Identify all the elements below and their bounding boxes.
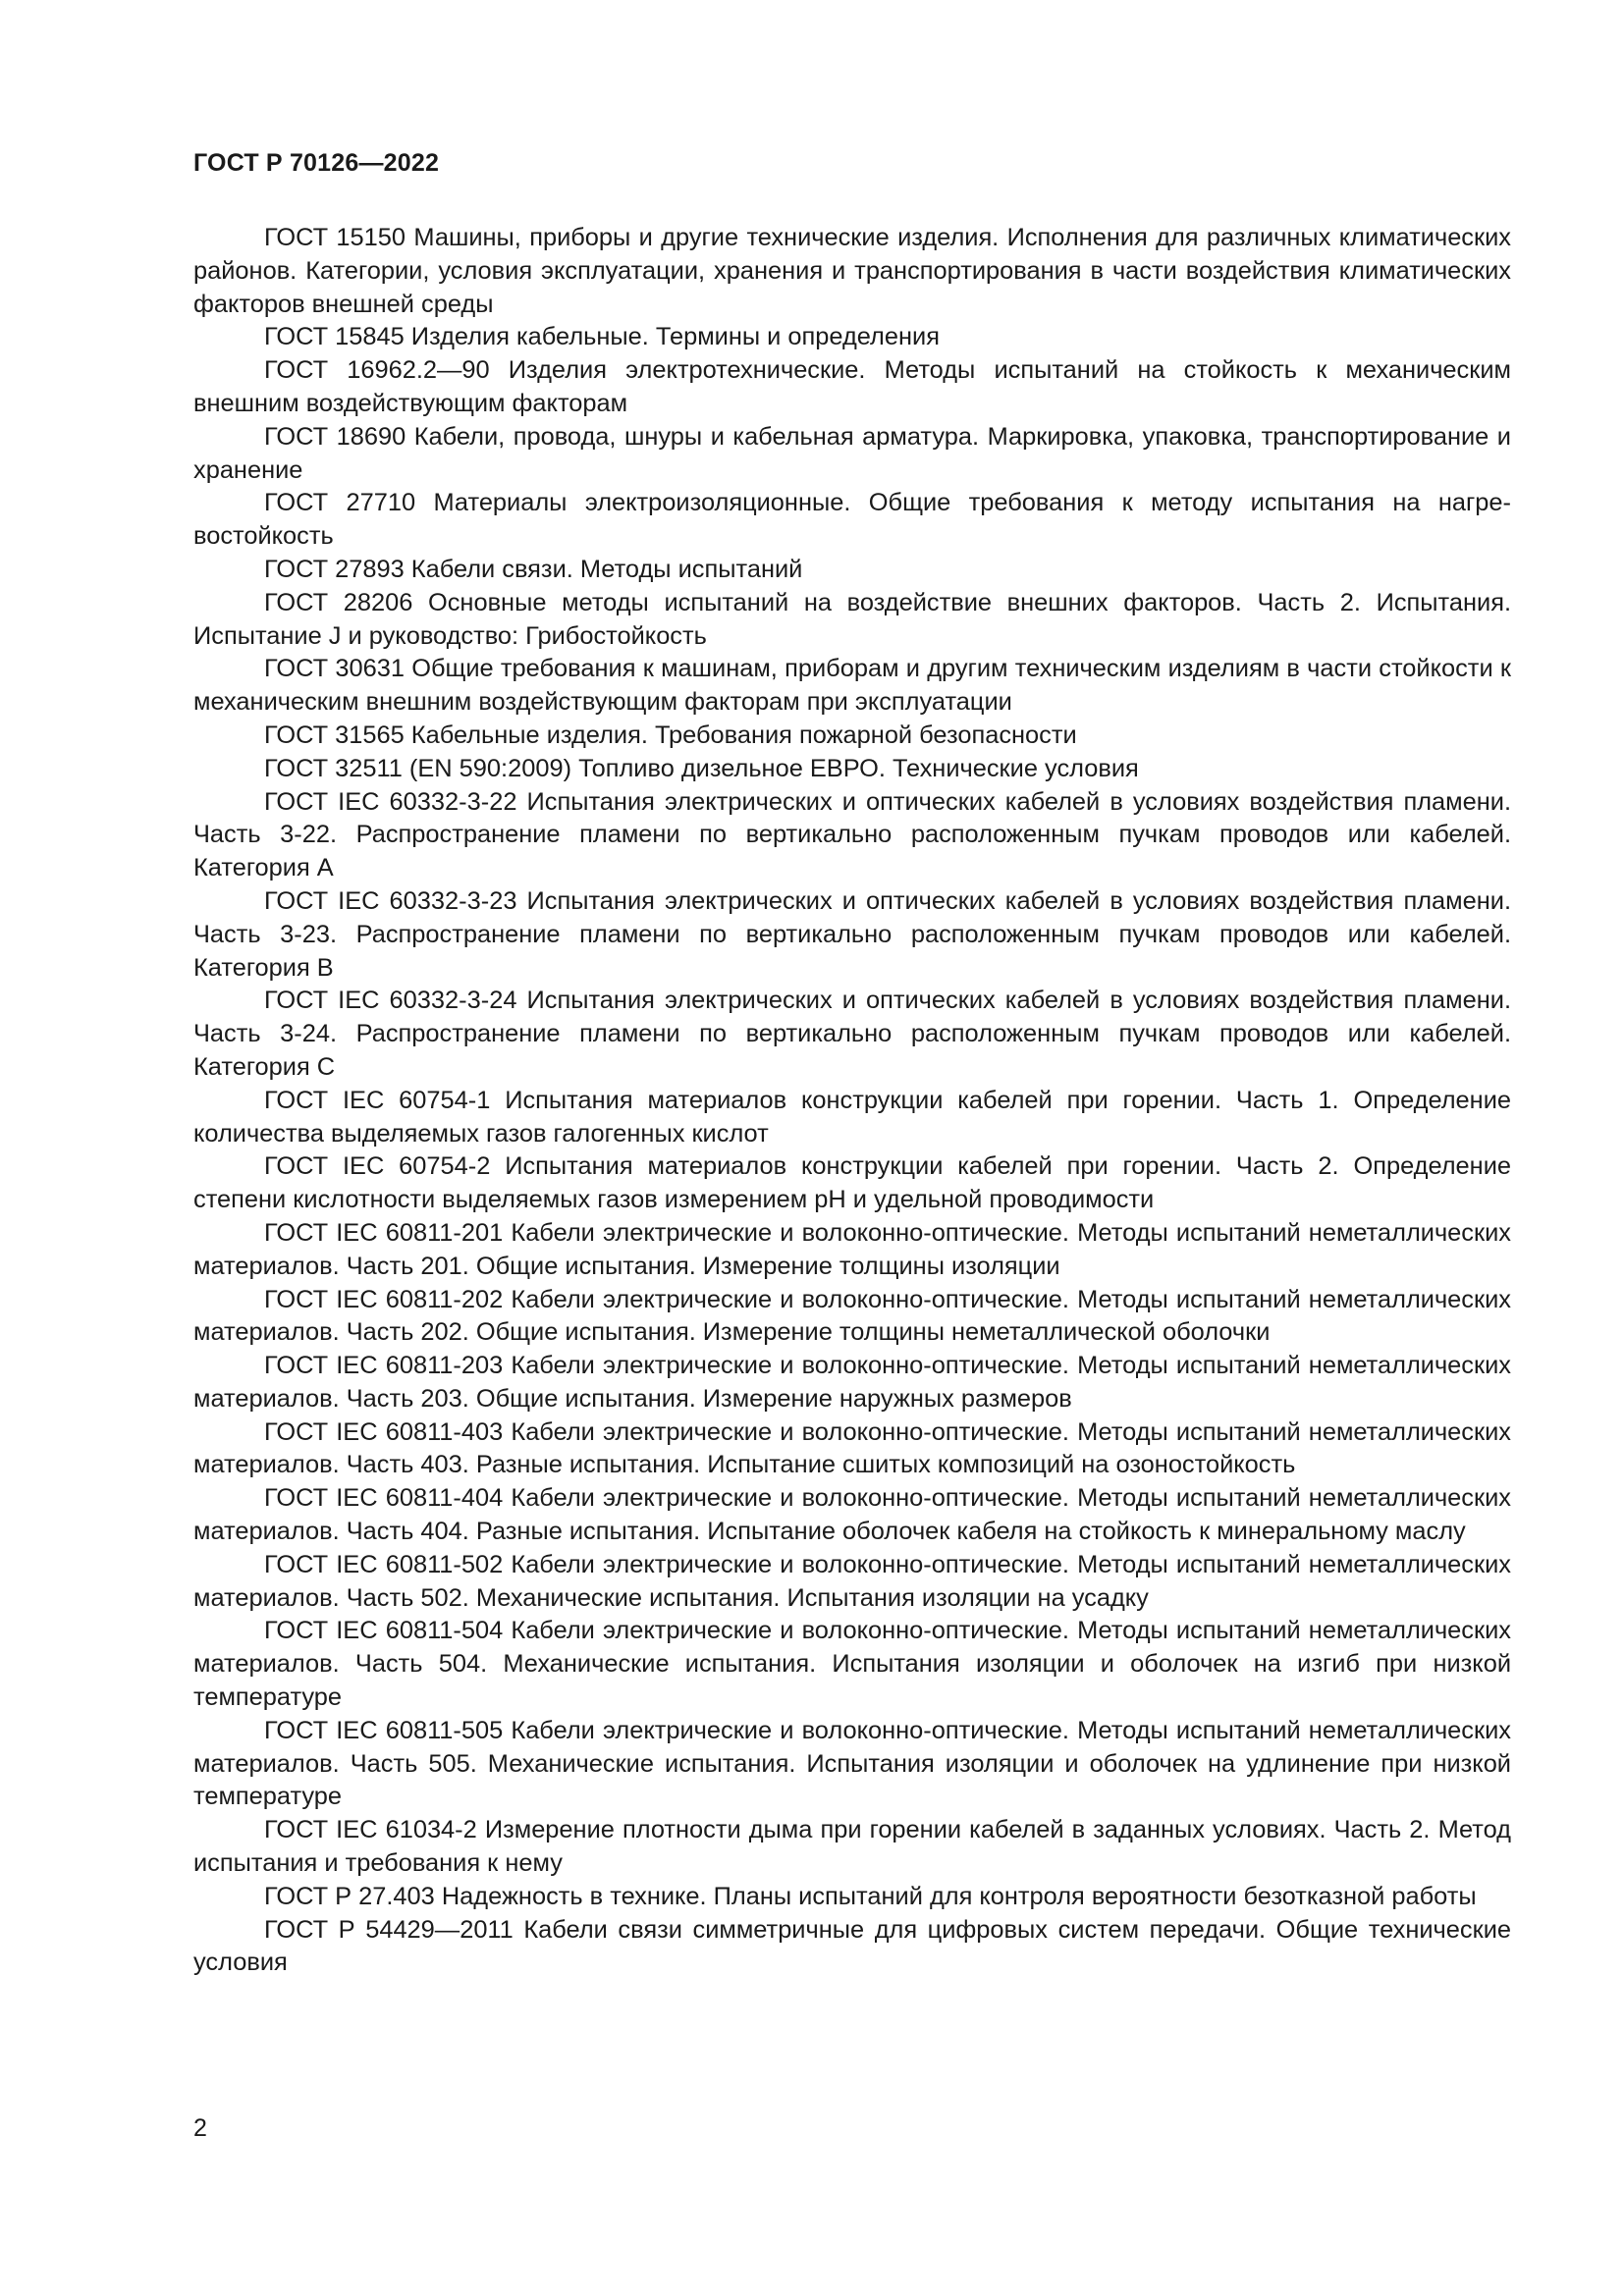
reference-entry: ГОСТ 16962.2—90 Изделия электротехнические. Методы испытаний на стойкость к механическим внешним воздействующим факторам	[193, 356, 1511, 417]
reference-entry: ГОСТ Р 54429—2011 Кабели связи симметричные для цифровых систем передачи. Общие технические условия	[193, 1915, 1511, 1977]
reference-entry: ГОСТ 15845 Изделия кабельные. Термины и определения	[264, 323, 940, 351]
reference-entry: ГОСТ IEC 60811-202 Кабели электрические и волоконно-оптические. Методы испытаний неметаллических материалов. Часть 202. Общие испытания. Измерение толщины неметаллической оболочки	[193, 1285, 1511, 1347]
reference-entry: ГОСТ 27710 Материалы электроизоляционные. Общие требования к методу испытания на нагревостойкость	[193, 489, 1511, 551]
page-number: 2	[193, 2114, 207, 2142]
reference-entry: ГОСТ 27893 Кабели связи. Методы испытаний	[264, 555, 803, 583]
reference-entry: ГОСТ 30631 Общие требования к машинам, приборам и другим техническим изделиям в части стойкости к механическим внешним воздействующим факторам при эксплуатации	[193, 655, 1511, 717]
page-header-doc-code: ГОСТ Р 70126—2022	[193, 149, 440, 177]
reference-entry: ГОСТ IEC 60811-203 Кабели электрические и волоконно-оптические. Методы испытаний неметаллических материалов. Часть 203. Общие испытания. Измерение наружных размеров	[193, 1352, 1511, 1413]
reference-entry: ГОСТ IEC 60811-504 Кабели электрические и волоконно-оптические. Методы испытаний неметаллических материалов. Часть 504. Механические испытания. Испытания изоляции и оболочек на изгиб при низкой температуре	[193, 1617, 1511, 1712]
reference-entry: ГОСТ 32511 (EN 590:2009) Топливо дизельное ЕВРО. Технические условия	[264, 754, 1139, 782]
reference-entry: ГОСТ IEC 60332-3-22 Испытания электрических и оптических кабелей в условиях воздействия пламени. Часть 3-22. Распространение пламени по вертикально расположенным пучкам проводов или кабелей. Категория А	[193, 787, 1511, 882]
reference-entry: ГОСТ IEC 60754-2 Испытания материалов конструкции кабелей при горении. Часть 2. Определение степени кислотности выделяемых газов измерением pH и удельной проводимости	[193, 1152, 1511, 1214]
reference-entry: ГОСТ IEC 60332-3-23 Испытания электрических и оптических кабелей в условиях воздействия пламени. Часть 3-23. Распространение пламени по вертикально расположенным пучкам проводов или кабелей. Категория В	[193, 886, 1511, 982]
normative-references-list	[193, 222, 1511, 1980]
reference-entry: ГОСТ IEC 60754-1 Испытания материалов конструкции кабелей при горении. Часть 1. Определение количества выделяемых газов галогенных кислот	[193, 1086, 1511, 1148]
reference-entry: ГОСТ Р 27.403 Надежность в технике. Планы испытаний для контроля вероятности безотказной работы	[264, 1882, 1477, 1910]
reference-entry: ГОСТ IEC 61034-2 Измерение плотности дыма при горении кабелей в заданных условиях. Часть 2. Метод испытания и требования к нему	[193, 1816, 1511, 1878]
reference-entry: ГОСТ 28206 Основные методы испытаний на воздействие внешних факторов. Часть 2. Испытания. Испытание J и руководство: Грибостойкость	[193, 588, 1511, 650]
reference-entry: ГОСТ IEC 60811-502 Кабели электрические и волоконно-оптические. Методы испытаний неметаллических материалов. Часть 502. Механические испытания. Испытания изоляции на усадку	[193, 1550, 1511, 1612]
reference-entry: ГОСТ 18690 Кабели, провода, шнуры и кабельная арматура. Маркировка, упаковка, транспортирование и хранение	[193, 422, 1511, 484]
reference-entry: ГОСТ 15150 Машины, приборы и другие технические изделия. Исполнения для различных климатических районов. Категории, условия эксплуатации, хранения и транспортирования в части воздействия климатических факторов внешней среды	[193, 224, 1511, 318]
reference-entry: ГОСТ IEC 60811-404 Кабели электрические и волоконно-оптические. Методы испытаний неметаллических материалов. Часть 404. Разные испытания. Испытание оболочек кабеля на стойкость к минеральному маслу	[193, 1484, 1511, 1546]
reference-entry: ГОСТ 31565 Кабельные изделия. Требования пожарной безопасности	[264, 721, 1077, 749]
reference-entry: ГОСТ IEC 60332-3-24 Испытания электрических и оптических кабелей в условиях воздействия пламени. Часть 3-24. Распространение пламени по вертикально расположенным пучкам проводов или кабелей. Категория С	[193, 987, 1511, 1081]
reference-entry: ГОСТ IEC 60811-201 Кабели электрические и волоконно-оптические. Методы испытаний неметаллических материалов. Часть 201. Общие испытания. Измерение толщины изоляции	[193, 1218, 1511, 1280]
reference-entry: ГОСТ IEC 60811-505 Кабели электрические и волоконно-оптические. Методы испытаний неметаллических материалов. Часть 505. Механические испытания. Испытания изоляции и оболочек на удлинение при низкой температуре	[193, 1716, 1511, 1811]
reference-entry: ГОСТ IEC 60811-403 Кабели электрические и волоконно-оптические. Методы испытаний неметаллических материалов. Часть 403. Разные испытания. Испытание сшитых композиций на озоностойкость	[193, 1417, 1511, 1479]
